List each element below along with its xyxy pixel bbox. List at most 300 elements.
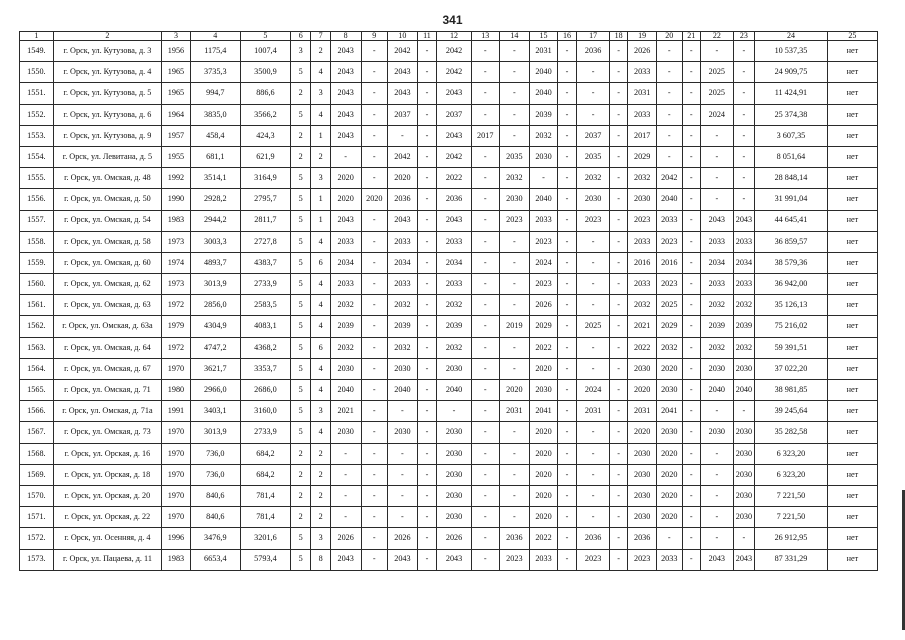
repair-year-cell: - — [361, 316, 388, 337]
repair-year-cell: - — [417, 146, 436, 167]
repair-year-cell: - — [609, 549, 627, 570]
note-cell: нет — [827, 146, 877, 167]
floors-cell: 5 — [290, 528, 310, 549]
entrances-cell: 4 — [311, 274, 330, 295]
repair-year-cell: 2020 — [330, 168, 361, 189]
repair-year-cell: - — [471, 507, 499, 528]
repair-year-cell: - — [417, 41, 436, 62]
floors-cell: 5 — [290, 252, 310, 273]
living-area-cell: 3201,6 — [240, 528, 290, 549]
repair-year-cell: - — [417, 337, 436, 358]
table-row — [20, 146, 878, 167]
note-cell: нет — [827, 528, 877, 549]
year-built-cell: 1970 — [162, 358, 191, 379]
cost-cell: 6 323,20 — [755, 464, 828, 485]
repair-year-cell: - — [471, 41, 499, 62]
row-number-cell: 1554. — [20, 146, 54, 167]
repair-year-cell: - — [417, 274, 436, 295]
repair-year-cell: 2020 — [656, 358, 682, 379]
repair-year-cell: - — [417, 401, 436, 422]
table-row — [20, 104, 878, 125]
row-number-cell: 1559. — [20, 252, 54, 273]
repair-year-cell: 2036 — [499, 528, 530, 549]
repair-year-cell: - — [733, 189, 754, 210]
repair-year-cell: 2037 — [437, 104, 472, 125]
repair-year-cell: - — [471, 380, 499, 401]
repair-year-cell: - — [557, 295, 576, 316]
living-area-cell: 2733,9 — [240, 422, 290, 443]
column-header-10: 10 — [388, 32, 418, 41]
cost-cell: 35 282,58 — [755, 422, 828, 443]
year-built-cell: 1996 — [162, 528, 191, 549]
repair-year-cell: 2043 — [388, 62, 418, 83]
note-cell: нет — [827, 252, 877, 273]
repair-year-cell: - — [700, 41, 733, 62]
address-cell: г. Орск, ул. Омская, д. 71 — [53, 380, 161, 401]
living-area-cell: 5793,4 — [240, 549, 290, 570]
repair-year-cell: - — [330, 443, 361, 464]
repair-year-cell: 2030 — [656, 380, 682, 401]
repair-year-cell: 2020 — [388, 168, 418, 189]
repair-year-cell: - — [733, 146, 754, 167]
column-header-23: 23 — [733, 32, 754, 41]
column-header-2: 2 — [53, 32, 161, 41]
living-area-cell: 781,4 — [240, 485, 290, 506]
floors-cell: 5 — [290, 380, 310, 401]
note-cell: нет — [827, 507, 877, 528]
cost-cell: 31 991,04 — [755, 189, 828, 210]
repair-year-cell: 2034 — [700, 252, 733, 273]
living-area-cell: 684,2 — [240, 464, 290, 485]
header-row — [20, 32, 878, 41]
table-row — [20, 337, 878, 358]
repair-year-cell: - — [417, 422, 436, 443]
column-header-5: 5 — [240, 32, 290, 41]
address-cell: г. Орск, ул. Орская, д. 18 — [53, 464, 161, 485]
entrances-cell: 4 — [311, 231, 330, 252]
year-built-cell: 1970 — [162, 464, 191, 485]
repair-year-cell: - — [609, 316, 627, 337]
total-area-cell: 840,6 — [190, 485, 240, 506]
table-row — [20, 83, 878, 104]
floors-cell: 5 — [290, 549, 310, 570]
repair-year-cell: - — [417, 528, 436, 549]
floors-cell: 2 — [290, 485, 310, 506]
floors-cell: 5 — [290, 422, 310, 443]
address-cell: г. Орск, ул. Омская, д. 50 — [53, 189, 161, 210]
note-cell: нет — [827, 485, 877, 506]
repair-year-cell: 2042 — [437, 41, 472, 62]
repair-year-cell: 2034 — [388, 252, 418, 273]
repair-year-cell: 2029 — [530, 316, 558, 337]
column-header-14: 14 — [499, 32, 530, 41]
repair-year-cell: 2042 — [388, 41, 418, 62]
repair-year-cell: 2022 — [437, 168, 472, 189]
repair-year-cell: 2042 — [437, 62, 472, 83]
repair-year-cell: - — [557, 41, 576, 62]
repair-year-cell: - — [361, 401, 388, 422]
repair-year-cell: - — [577, 83, 610, 104]
repair-year-cell: - — [557, 443, 576, 464]
repair-year-cell: 2043 — [330, 210, 361, 231]
row-number-cell: 1571. — [20, 507, 54, 528]
entrances-cell: 6 — [311, 252, 330, 273]
repair-year-cell: 2020 — [330, 189, 361, 210]
note-cell: нет — [827, 274, 877, 295]
repair-year-cell: - — [682, 189, 700, 210]
living-area-cell: 621,9 — [240, 146, 290, 167]
repair-year-cell: - — [577, 443, 610, 464]
repair-year-cell: - — [733, 125, 754, 146]
repair-year-cell: - — [361, 168, 388, 189]
living-area-cell: 424,3 — [240, 125, 290, 146]
address-cell: г. Орск, ул. Омская, д. 48 — [53, 168, 161, 189]
repair-year-cell: - — [700, 401, 733, 422]
cost-cell: 37 022,20 — [755, 358, 828, 379]
repair-year-cell: 2030 — [530, 146, 558, 167]
repair-year-cell: - — [361, 380, 388, 401]
repair-year-cell: - — [471, 316, 499, 337]
repair-year-cell: 2024 — [700, 104, 733, 125]
repair-year-cell: - — [471, 62, 499, 83]
repair-year-cell: - — [682, 528, 700, 549]
note-cell: нет — [827, 380, 877, 401]
repair-year-cell: 2043 — [700, 210, 733, 231]
table-row — [20, 231, 878, 252]
living-area-cell: 2733,9 — [240, 274, 290, 295]
column-header-1: 1 — [20, 32, 54, 41]
repair-year-cell: - — [361, 422, 388, 443]
repair-year-cell: - — [656, 41, 682, 62]
repair-year-cell: 2020 — [530, 485, 558, 506]
repair-year-cell: - — [609, 231, 627, 252]
repair-year-cell: 2030 — [628, 464, 657, 485]
entrances-cell: 8 — [311, 549, 330, 570]
repair-year-cell: - — [700, 146, 733, 167]
address-cell: г. Орск, ул. Омская, д. 63а — [53, 316, 161, 337]
repair-year-cell: - — [609, 295, 627, 316]
year-built-cell: 1970 — [162, 485, 191, 506]
repair-year-cell: 2020 — [628, 380, 657, 401]
repair-year-cell: - — [577, 485, 610, 506]
row-number-cell: 1555. — [20, 168, 54, 189]
note-cell: нет — [827, 168, 877, 189]
column-header-25: 25 — [827, 32, 877, 41]
repair-year-cell: 2032 — [388, 337, 418, 358]
address-cell: г. Орск, ул. Орская, д. 16 — [53, 443, 161, 464]
floors-cell: 5 — [290, 337, 310, 358]
repair-year-cell: - — [361, 549, 388, 570]
repair-year-cell: - — [417, 168, 436, 189]
repair-year-cell: 2017 — [471, 125, 499, 146]
note-cell: нет — [827, 401, 877, 422]
repair-year-cell: - — [682, 104, 700, 125]
repair-year-cell: - — [577, 507, 610, 528]
living-area-cell: 781,4 — [240, 507, 290, 528]
total-area-cell: 2944,2 — [190, 210, 240, 231]
repair-year-cell: 2033 — [628, 231, 657, 252]
living-area-cell: 2795,7 — [240, 189, 290, 210]
repair-year-cell: - — [417, 210, 436, 231]
repair-year-cell: - — [417, 104, 436, 125]
cost-cell: 3 607,35 — [755, 125, 828, 146]
table-row — [20, 125, 878, 146]
repair-year-cell: - — [499, 507, 530, 528]
living-area-cell: 3164,9 — [240, 168, 290, 189]
note-cell: нет — [827, 189, 877, 210]
year-built-cell: 1973 — [162, 231, 191, 252]
entrances-cell: 4 — [311, 104, 330, 125]
total-area-cell: 458,4 — [190, 125, 240, 146]
repair-year-cell: - — [733, 83, 754, 104]
repair-year-cell: - — [682, 485, 700, 506]
repair-year-cell: 2039 — [530, 104, 558, 125]
table-row — [20, 358, 878, 379]
repair-year-cell: - — [733, 41, 754, 62]
row-number-cell: 1573. — [20, 549, 54, 570]
floors-cell: 5 — [290, 316, 310, 337]
repair-year-cell: 2031 — [530, 41, 558, 62]
repair-year-cell: - — [682, 274, 700, 295]
repair-year-cell: - — [682, 210, 700, 231]
address-cell: г. Орск, ул. Кутузова, д. 4 — [53, 62, 161, 83]
total-area-cell: 4747,2 — [190, 337, 240, 358]
repair-year-cell: 2036 — [628, 528, 657, 549]
repair-year-cell: - — [557, 231, 576, 252]
floors-cell: 2 — [290, 443, 310, 464]
repair-year-cell: 2032 — [330, 337, 361, 358]
entrances-cell: 2 — [311, 485, 330, 506]
repair-year-cell: - — [471, 168, 499, 189]
repair-year-cell: 2026 — [388, 528, 418, 549]
repair-year-cell: - — [700, 189, 733, 210]
repair-year-cell: - — [609, 507, 627, 528]
repair-year-cell: - — [471, 337, 499, 358]
living-area-cell: 2811,7 — [240, 210, 290, 231]
repair-year-cell: - — [577, 422, 610, 443]
living-area-cell: 684,2 — [240, 443, 290, 464]
column-header-8: 8 — [330, 32, 361, 41]
address-cell: г. Орск, ул. Омская, д. 58 — [53, 231, 161, 252]
repair-year-cell: - — [417, 380, 436, 401]
living-area-cell: 2686,0 — [240, 380, 290, 401]
repair-year-cell: - — [682, 358, 700, 379]
note-cell: нет — [827, 104, 877, 125]
row-number-cell: 1561. — [20, 295, 54, 316]
repair-year-cell: - — [656, 62, 682, 83]
row-number-cell: 1564. — [20, 358, 54, 379]
floors-cell: 5 — [290, 401, 310, 422]
repair-year-cell: - — [361, 337, 388, 358]
repair-year-cell: - — [557, 549, 576, 570]
address-cell: г. Орск, ул. Омская, д. 62 — [53, 274, 161, 295]
repair-year-cell: - — [361, 252, 388, 273]
repair-year-cell: - — [609, 337, 627, 358]
repair-year-cell: 2030 — [388, 358, 418, 379]
repair-year-cell: 2033 — [628, 104, 657, 125]
cost-cell: 28 848,14 — [755, 168, 828, 189]
repair-year-cell: - — [330, 507, 361, 528]
floors-cell: 5 — [290, 295, 310, 316]
repair-year-cell: 2043 — [388, 549, 418, 570]
repair-year-cell: - — [471, 210, 499, 231]
repair-year-cell: - — [361, 83, 388, 104]
repair-year-cell: 2042 — [388, 146, 418, 167]
repair-year-cell: 2035 — [577, 146, 610, 167]
repair-year-cell: - — [609, 380, 627, 401]
repair-year-cell: - — [557, 422, 576, 443]
note-cell: нет — [827, 464, 877, 485]
repair-year-cell: - — [656, 125, 682, 146]
year-built-cell: 1970 — [162, 443, 191, 464]
repair-year-cell: - — [471, 252, 499, 273]
floors-cell: 5 — [290, 168, 310, 189]
repair-year-cell: - — [557, 464, 576, 485]
repair-year-cell: - — [609, 83, 627, 104]
repair-year-cell: - — [577, 464, 610, 485]
repair-year-cell: - — [471, 189, 499, 210]
repair-year-cell: - — [557, 507, 576, 528]
repair-year-cell: - — [388, 485, 418, 506]
living-area-cell: 4383,7 — [240, 252, 290, 273]
repair-year-cell: - — [577, 337, 610, 358]
repair-year-cell: - — [499, 62, 530, 83]
repair-year-cell: 2032 — [437, 295, 472, 316]
total-area-cell: 736,0 — [190, 464, 240, 485]
repair-year-cell: 2030 — [733, 464, 754, 485]
repair-year-cell: - — [682, 83, 700, 104]
repair-year-cell: 2040 — [388, 380, 418, 401]
repair-year-cell: - — [471, 485, 499, 506]
living-area-cell: 3566,2 — [240, 104, 290, 125]
table-row — [20, 485, 878, 506]
repair-year-cell: - — [557, 316, 576, 337]
repair-year-cell: - — [609, 252, 627, 273]
entrances-cell: 3 — [311, 528, 330, 549]
repair-year-cell: - — [417, 358, 436, 379]
cost-cell: 11 424,91 — [755, 83, 828, 104]
repair-year-cell: - — [361, 443, 388, 464]
year-built-cell: 1970 — [162, 507, 191, 528]
repair-year-cell: 2021 — [628, 316, 657, 337]
column-header-24: 24 — [755, 32, 828, 41]
repair-year-cell: - — [609, 189, 627, 210]
floors-cell: 5 — [290, 274, 310, 295]
note-cell: нет — [827, 549, 877, 570]
repair-year-cell: - — [471, 549, 499, 570]
column-header-3: 3 — [162, 32, 191, 41]
total-area-cell: 2928,2 — [190, 189, 240, 210]
repair-year-cell: - — [417, 464, 436, 485]
repair-year-cell: - — [330, 146, 361, 167]
repair-year-cell: - — [682, 549, 700, 570]
repair-year-cell: 2020 — [361, 189, 388, 210]
repair-year-cell: - — [417, 443, 436, 464]
repair-year-cell: - — [388, 464, 418, 485]
repair-year-cell: - — [499, 464, 530, 485]
repair-year-cell: 2033 — [330, 274, 361, 295]
entrances-cell: 1 — [311, 125, 330, 146]
repair-year-cell: 2033 — [530, 549, 558, 570]
address-cell: г. Орск, ул. Омская, д. 64 — [53, 337, 161, 358]
repair-year-cell: 2030 — [628, 507, 657, 528]
total-area-cell: 1175,4 — [190, 41, 240, 62]
address-cell: г. Орск, ул. Пацаева, д. 11 — [53, 549, 161, 570]
repair-year-cell: 2025 — [700, 62, 733, 83]
repair-year-cell: 2023 — [628, 210, 657, 231]
column-header-13: 13 — [471, 32, 499, 41]
floors-cell: 5 — [290, 104, 310, 125]
table-row — [20, 62, 878, 83]
living-area-cell: 4368,2 — [240, 337, 290, 358]
repair-year-cell: - — [499, 104, 530, 125]
table-row — [20, 422, 878, 443]
repair-year-cell: 2033 — [656, 549, 682, 570]
cost-cell: 44 645,41 — [755, 210, 828, 231]
repair-year-cell: 2020 — [656, 507, 682, 528]
living-area-cell: 3500,9 — [240, 62, 290, 83]
total-area-cell: 4893,7 — [190, 252, 240, 273]
repair-year-cell: - — [361, 146, 388, 167]
repair-year-cell: - — [557, 125, 576, 146]
repair-year-cell: 2040 — [330, 380, 361, 401]
entrances-cell: 2 — [311, 146, 330, 167]
column-header-9: 9 — [361, 32, 388, 41]
address-cell: г. Орск, ул. Омская, д. 63 — [53, 295, 161, 316]
repair-year-cell: - — [361, 464, 388, 485]
repair-year-cell: 2043 — [388, 83, 418, 104]
repair-year-cell: 2030 — [628, 189, 657, 210]
repair-year-cell: 2025 — [577, 316, 610, 337]
repair-year-cell: - — [682, 252, 700, 273]
note-cell: нет — [827, 125, 877, 146]
cost-cell: 39 245,64 — [755, 401, 828, 422]
address-cell: г. Орск, ул. Кутузова, д. 5 — [53, 83, 161, 104]
floors-cell: 2 — [290, 83, 310, 104]
column-header-21: 21 — [682, 32, 700, 41]
repair-year-cell: - — [656, 146, 682, 167]
repair-year-cell: 2040 — [437, 380, 472, 401]
repair-year-cell: 2033 — [733, 231, 754, 252]
repair-year-cell: 2023 — [628, 549, 657, 570]
repair-year-cell: - — [361, 507, 388, 528]
repair-year-cell: 2034 — [733, 252, 754, 273]
repair-year-cell: 2030 — [656, 422, 682, 443]
row-number-cell: 1563. — [20, 337, 54, 358]
repair-year-cell: 2025 — [656, 295, 682, 316]
repair-year-cell: - — [471, 443, 499, 464]
living-area-cell: 2583,5 — [240, 295, 290, 316]
note-cell: нет — [827, 358, 877, 379]
year-built-cell: 1973 — [162, 274, 191, 295]
address-cell: г. Орск, ул. Омская, д. 60 — [53, 252, 161, 273]
note-cell: нет — [827, 83, 877, 104]
repair-year-cell: 2020 — [656, 464, 682, 485]
repair-year-cell: - — [557, 358, 576, 379]
repair-year-cell: - — [361, 358, 388, 379]
repair-year-cell: 2030 — [330, 422, 361, 443]
year-built-cell: 1972 — [162, 337, 191, 358]
table-row — [20, 295, 878, 316]
table-body — [20, 41, 878, 571]
repair-year-cell: 2032 — [700, 295, 733, 316]
note-cell: нет — [827, 210, 877, 231]
entrances-cell: 4 — [311, 380, 330, 401]
repair-year-cell: - — [733, 528, 754, 549]
repair-year-cell: 2036 — [388, 189, 418, 210]
address-cell: г. Орск, ул. Омская, д. 67 — [53, 358, 161, 379]
table-row — [20, 274, 878, 295]
